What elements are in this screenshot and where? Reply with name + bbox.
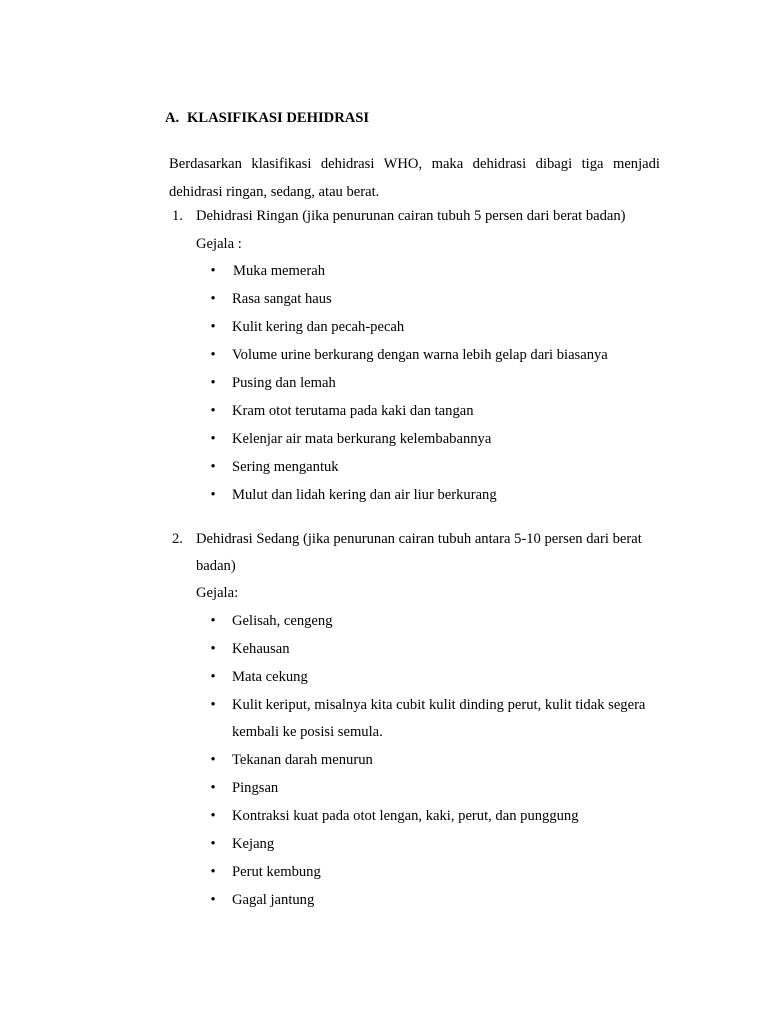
bullet-icon: • [210, 697, 216, 713]
item-2-title-continuation: badan) [196, 558, 236, 574]
bullet-icon: • [210, 892, 216, 908]
list-item: Muka memerah [233, 263, 325, 279]
bullet-icon: • [210, 864, 216, 880]
list-item: Kulit keriput, misalnya kita cubit kulit dinding perut, kulit tidak segera [232, 697, 646, 713]
item-1-title: Dehidrasi Ringan (jika penurunan cairan tubuh 5 persen dari berat badan) [196, 208, 626, 224]
bullet-icon: • [210, 836, 216, 852]
list-item: Rasa sangat haus [232, 291, 332, 307]
bullet-icon: • [210, 487, 216, 503]
intro-paragraph: Berdasarkan klasifikasi dehidrasi WHO, maka dehidrasi dibagi tiga menjadi dehidrasi ringan, sedang, atau berat. [169, 156, 660, 200]
bullet-icon: • [210, 375, 216, 391]
section-title: KLASIFIKASI DEHIDRASI [187, 110, 370, 126]
bullet-icon: • [210, 752, 216, 768]
list-item: Sering mengantuk [232, 459, 339, 475]
item-2-number: 2. [172, 531, 183, 547]
list-item-continuation: kembali ke posisi semula. [232, 724, 383, 740]
bullet-icon: • [210, 347, 216, 363]
bullet-icon: • [210, 780, 216, 796]
list-item: Mata cekung [232, 669, 308, 685]
item-1-number: 1. [172, 208, 183, 224]
bullet-icon: • [210, 291, 216, 307]
bullet-icon: • [210, 319, 216, 335]
list-item: Kehausan [232, 641, 290, 657]
bullet-icon: • [210, 431, 216, 447]
list-item: Tekanan darah menurun [232, 752, 373, 768]
list-item: Gagal jantung [232, 892, 315, 908]
section-heading [165, 110, 369, 127]
list-item: Gelisah, cengeng [232, 613, 333, 629]
list-item: Mulut dan lidah kering dan air liur berkurang [232, 487, 497, 503]
list-item: Pingsan [232, 780, 279, 796]
list-item: Kejang [232, 836, 275, 852]
list-item: Kelenjar air mata berkurang kelembabannya [232, 431, 492, 447]
item-2-title: Dehidrasi Sedang (jika penurunan cairan tubuh antara 5-10 persen dari berat [196, 531, 642, 547]
bullet-icon: • [210, 669, 216, 685]
list-item: Perut kembung [232, 864, 321, 880]
bullet-icon: • [210, 403, 216, 419]
section-marker: A. [165, 110, 180, 126]
bullet-icon: • [210, 641, 216, 657]
list-item: Pusing dan lemah [232, 375, 336, 391]
bullet-icon: • [210, 263, 216, 279]
list-item: Kram otot terutama pada kaki dan tangan [232, 403, 474, 419]
list-item: Volume urine berkurang dengan warna lebih gelap dari biasanya [232, 347, 608, 363]
bullet-icon: • [210, 613, 216, 629]
bullet-icon: • [210, 808, 216, 824]
list-item: Kontraksi kuat pada otot lengan, kaki, perut, dan punggung [232, 808, 579, 824]
bullet-icon: • [210, 459, 216, 475]
list-item: Kulit kering dan pecah-pecah [232, 319, 405, 335]
item-2-gejala-label: Gejala: [196, 585, 239, 601]
item-1-gejala-label: Gejala : [196, 236, 242, 252]
